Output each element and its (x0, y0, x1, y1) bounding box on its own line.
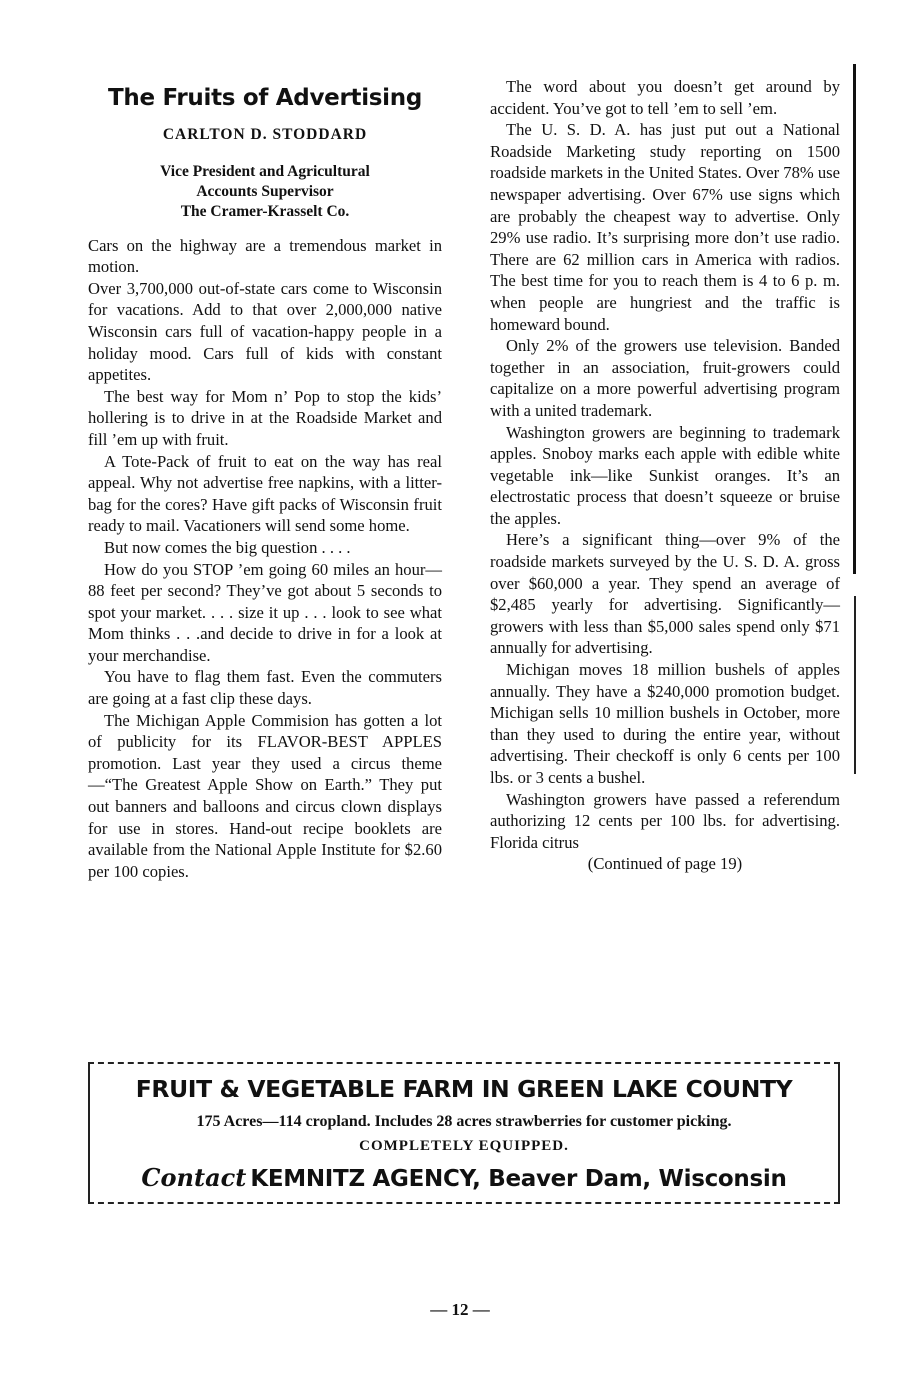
article-left-column (88, 72, 442, 882)
paragraph: Cars on the highway are a tremendous market in motion. (88, 235, 442, 277)
article-title: The Fruits of Advertising (107, 85, 422, 111)
continued-note: (Continued of page 19) (587, 854, 743, 874)
paragraph: The U. S. D. A. has just put out a National Roadside Marketing study reporting on 1500 roadside markets in the United States. Over 78% use newspaper advertising. Over 67% use signs which are probably the cheapest way to advertise. Only 29% use radio. It’s surprising more don’t use radio. There are 62 million cars in America with radios. The best time for you to reach them is 4 to 6 p. m. when people are hungriest and the traffic is homeward bound. (490, 120, 840, 334)
paragraph: Washington growers have passed a referendum authorizing 12 cents per 100 lbs. for advertising. Florida citrus (490, 789, 840, 852)
paragraph: Washington growers are beginning to trademark apples. Snoboy marks each apple with edible white vegetable ink—like Sunkist oranges. It’s an electrostatic process that doesn’t squeeze or bruise the apples. (490, 422, 840, 528)
ad-contact (90, 1161, 838, 1199)
article-author: CARLTON D. STODDARD (162, 126, 368, 143)
ad-equipped: COMPLETELY EQUIPPED. (359, 1138, 569, 1154)
paragraph: A Tote-Pack of fruit to eat on the way has real appeal. Why not advertise free napkins, with a litter-bag for the cores? Have gift packs of Wisconsin fruit ready to mail. Vacationers will send some home. (88, 451, 442, 536)
author-role-line: Accounts Supervisor (196, 182, 334, 200)
author-company: The Cramer-Krasselt Co. (180, 202, 350, 220)
paragraph: Michigan moves 18 million bushels of apples annually. They have a $240,000 promotion budget. Michigan sells 10 million bushels in October, more than they used to during the entire year, without advertising. Their checkoff is only 6 cents per 100 lbs. or 3 cents a bushel. (490, 660, 840, 787)
paragraph: The word about you doesn’t get around by accident. You’ve got to tell ’em to sell ’em. (490, 77, 840, 118)
paragraph: But now comes the big question . . . . (104, 537, 351, 557)
paragraph: Only 2% of the growers use television. Banded together in an association, fruit-growers could capitalize on a more powerful advertising program with a united trademark. (490, 336, 840, 420)
author-role-line: Vice President and Agricultural (160, 162, 370, 180)
ad-headline: FRUIT & VEGETABLE FARM IN GREEN LAKE COUNTY (135, 1075, 793, 1103)
paragraph: The Michigan Apple Commision has gotten a lot of publicity for its FLAVOR-BEST APPLES promotion. Last year they used a circus theme—“The Greatest Apple Show on Earth.” They put out banners and balloons and circus clown displays for use in stores. Hand-out recipe booklets are available from the National Apple Institute for $2.60 per 100 copies. (88, 710, 442, 881)
article-right-column (490, 76, 840, 875)
paragraph: Here’s a significant thing—over 9% of the roadside markets surveyed by the U. S. D. A. gross over $60,000 a year. They spend an average of $2,485 yearly for advertising. Significantly—growers with less than $5,000 sales spend only $71 annually for advertising. (490, 530, 840, 658)
ad-agency: KEMNITZ AGENCY, Beaver Dam, Wisconsin (250, 1166, 787, 1192)
paragraph: You have to flag them fast. Even the commuters are going at a fast clip these days. (88, 667, 442, 709)
paragraph: How do you STOP ’em going 60 miles an hour—88 feet per second? They’ve got about 5 seconds to spot your market. . . . size it up . . . look to see what Mom thinks . . .and decide to drive in for a look at your merchandise. (88, 559, 442, 665)
margin-rule (853, 64, 856, 574)
page-number: — 12 — (430, 1300, 490, 1319)
classified-ad (88, 1062, 840, 1204)
paragraph: The best way for Mom n’ Pop to stop the kids’ hollering is to drive in at the Roadside Market and fill ’em up with fruit. (88, 386, 442, 449)
margin-rule (854, 596, 856, 774)
author-role (88, 162, 442, 222)
paragraph: Over 3,700,000 out-of-state cars come to Wisconsin for vacations. Add to that over 2,000,000 native Wisconsin cars full of vacation-happy people in a holiday mood. Cars full of kids with constant appetites. (88, 278, 442, 385)
ad-details: 175 Acres—114 cropland. Includes 28 acres strawberries for customer picking. (196, 1113, 732, 1130)
ad-contact-label: Contact (141, 1163, 247, 1192)
